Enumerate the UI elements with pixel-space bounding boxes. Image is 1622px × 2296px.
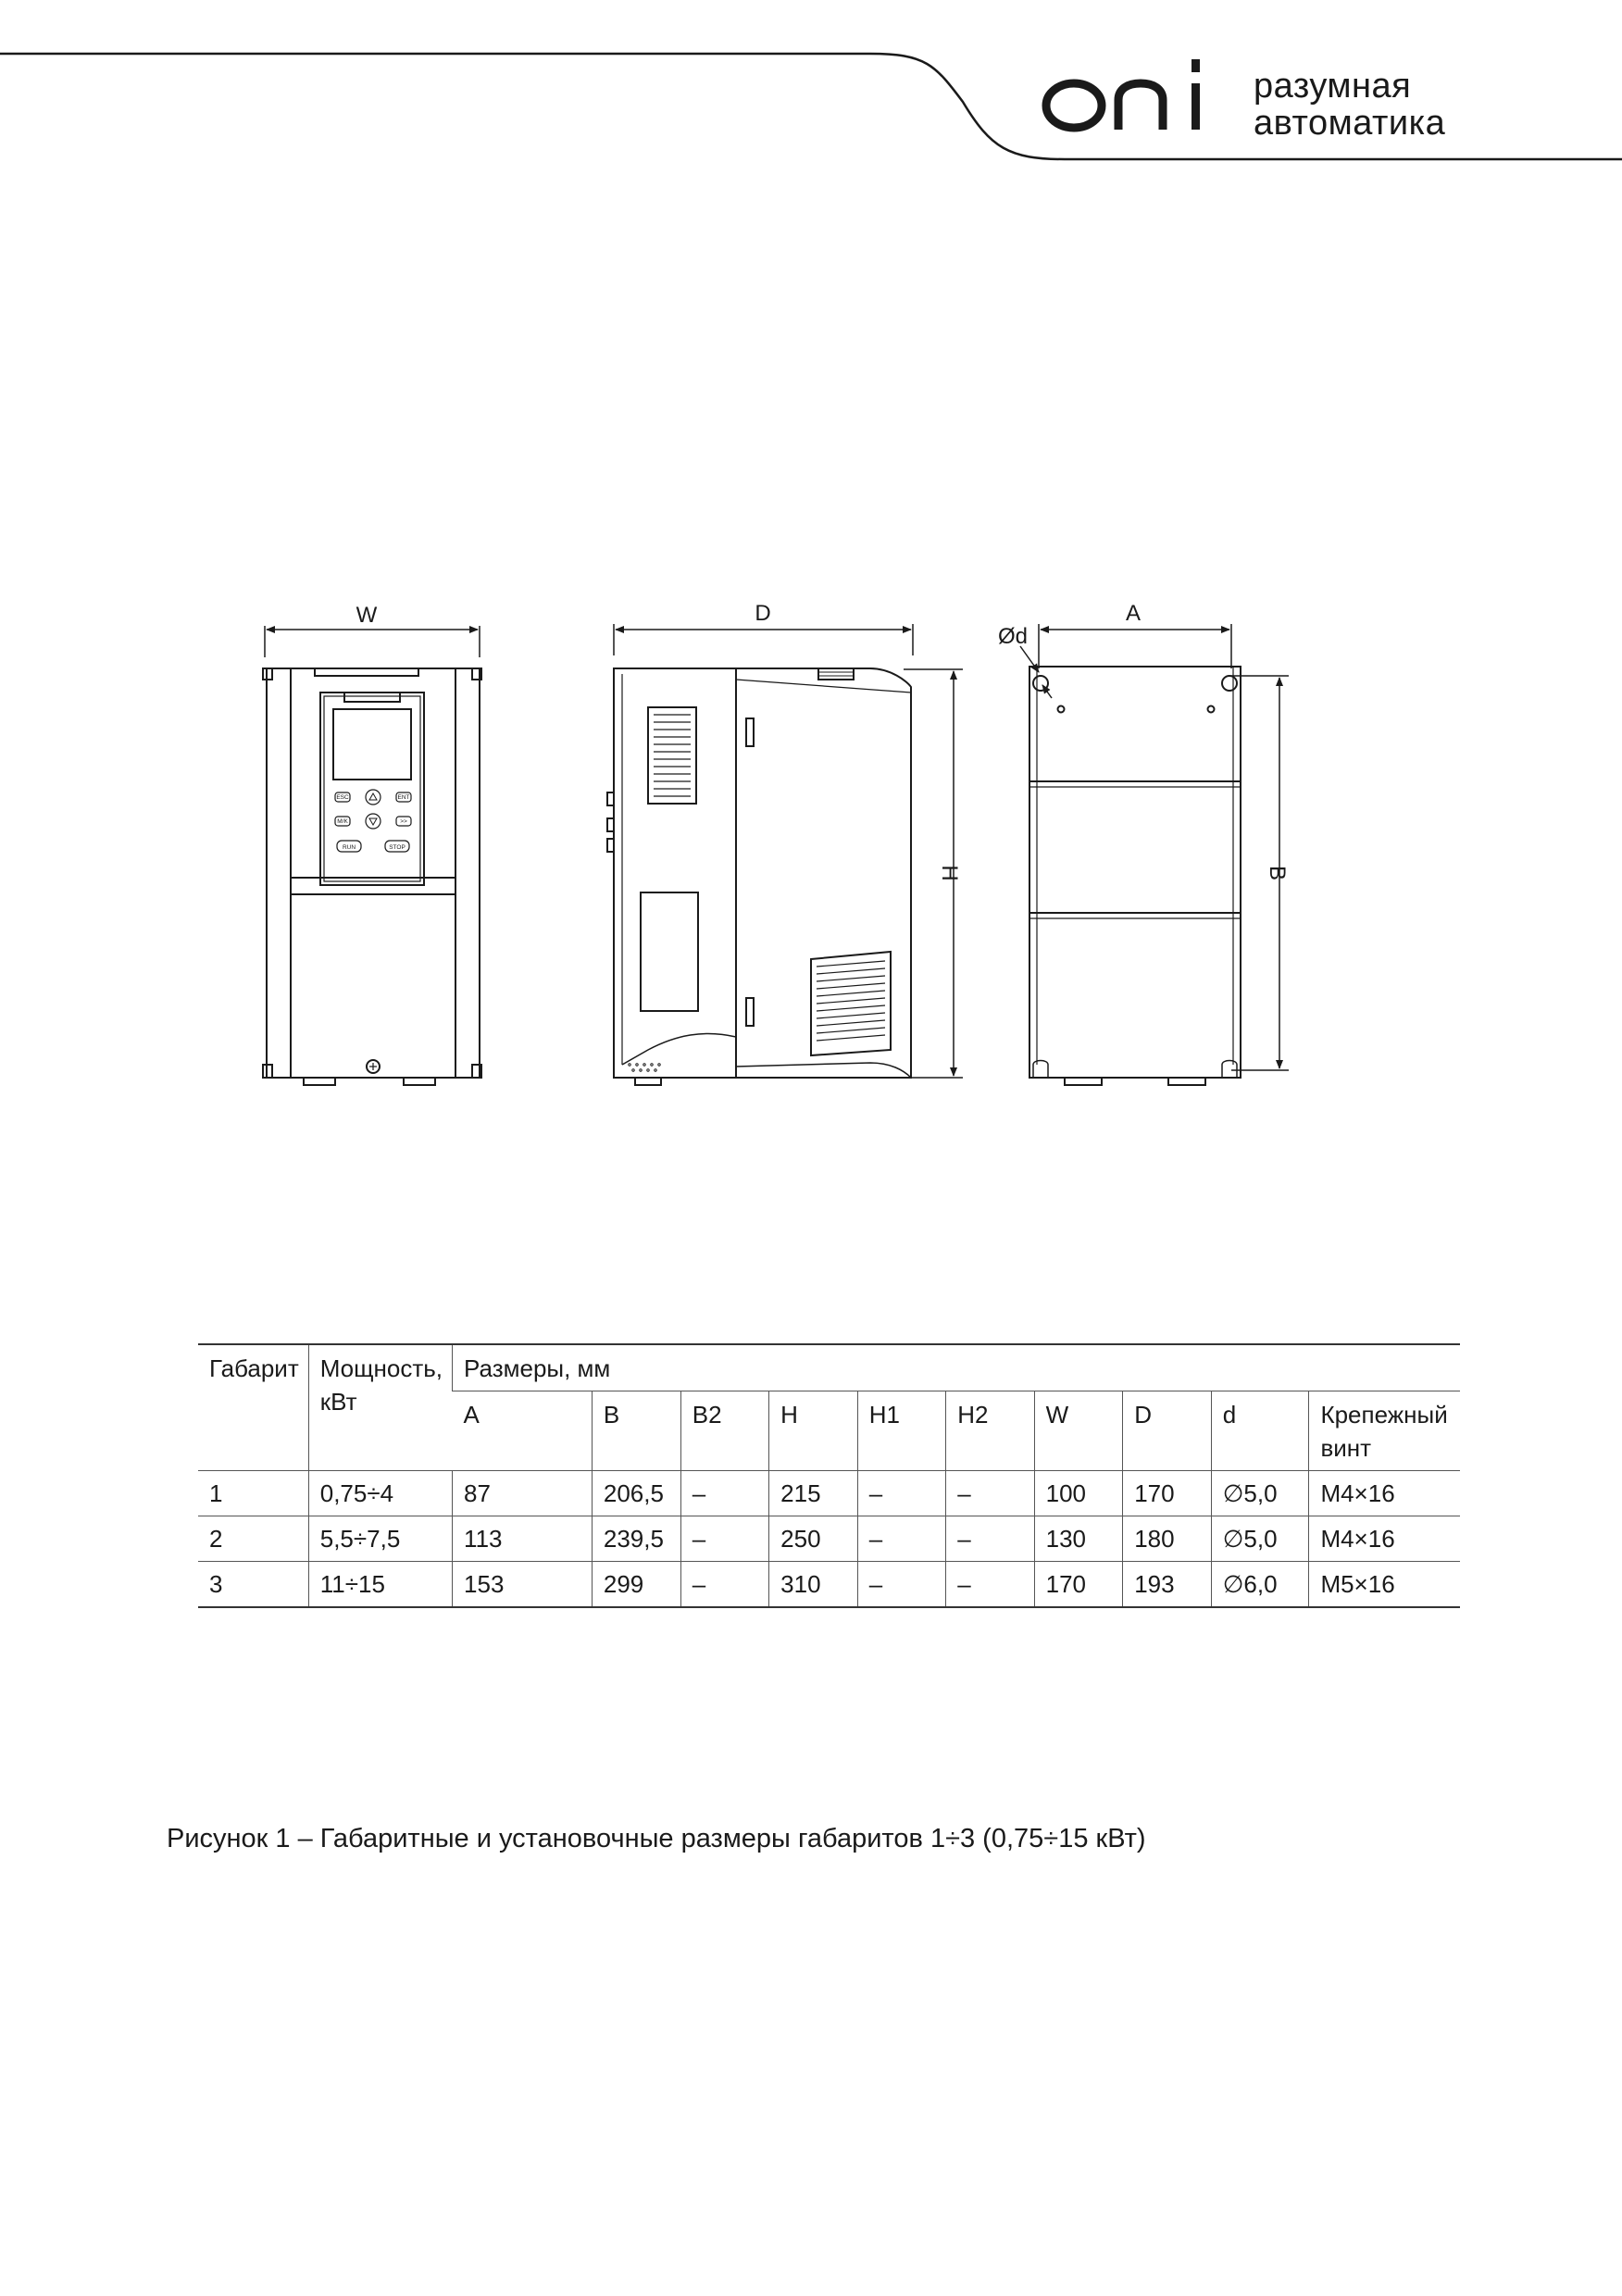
header-col-h: H xyxy=(769,1391,858,1471)
cell: 2 xyxy=(198,1516,308,1562)
cell: 310 xyxy=(769,1562,858,1608)
cell: 113 xyxy=(453,1516,593,1562)
header-col-h2: H2 xyxy=(946,1391,1034,1471)
key-shift: >> xyxy=(400,818,407,825)
header-power-line1: Мощность, xyxy=(319,1354,443,1382)
cell: M4×16 xyxy=(1309,1516,1460,1562)
cell: 100 xyxy=(1034,1471,1123,1516)
header-col-d: D xyxy=(1123,1391,1212,1471)
table-row xyxy=(198,1562,1460,1608)
cell: – xyxy=(857,1562,945,1608)
dim-label-b: B xyxy=(1265,865,1290,881)
key-esc: ESC xyxy=(336,794,349,801)
header-dims: Размеры, мм xyxy=(453,1344,1460,1391)
header-col-b2: B2 xyxy=(680,1391,768,1471)
cell: 0,75÷4 xyxy=(308,1471,452,1516)
dim-label-hole: Ød xyxy=(998,624,1029,649)
cell: ∅6,0 xyxy=(1211,1562,1309,1608)
side-view xyxy=(607,624,963,1085)
cell: 215 xyxy=(769,1471,858,1516)
cell: 180 xyxy=(1123,1516,1212,1562)
cell: – xyxy=(946,1562,1034,1608)
key-run: RUN xyxy=(342,844,356,851)
cell: – xyxy=(857,1471,945,1516)
dim-label-d: D xyxy=(755,601,771,626)
mount-view xyxy=(1020,624,1289,1085)
header-col-h1: H1 xyxy=(857,1391,945,1471)
cell: 250 xyxy=(769,1516,858,1562)
header-screw-line1: Крепежный xyxy=(1320,1401,1448,1429)
cell: 299 xyxy=(592,1562,680,1608)
cell: – xyxy=(680,1471,768,1516)
cell: 3 xyxy=(198,1562,308,1608)
cell: 206,5 xyxy=(592,1471,680,1516)
table-header-row xyxy=(198,1344,1460,1391)
cell: ∅5,0 xyxy=(1211,1516,1309,1562)
cell: 87 xyxy=(453,1471,593,1516)
cell: 5,5÷7,5 xyxy=(308,1516,452,1562)
cell: M4×16 xyxy=(1309,1471,1460,1516)
cell: 170 xyxy=(1123,1471,1212,1516)
cell: – xyxy=(946,1471,1034,1516)
table-row xyxy=(198,1471,1460,1516)
cell: – xyxy=(946,1516,1034,1562)
cell: – xyxy=(680,1516,768,1562)
cell: 11÷15 xyxy=(308,1562,452,1608)
cell: 239,5 xyxy=(592,1516,680,1562)
table-row xyxy=(198,1516,1460,1562)
key-ent: ENT xyxy=(397,794,410,801)
cell: 1 xyxy=(198,1471,308,1516)
cell: 170 xyxy=(1034,1562,1123,1608)
header-screw xyxy=(1309,1391,1460,1471)
header-col-b: B xyxy=(592,1391,680,1471)
header-power-line2: кВт xyxy=(319,1388,357,1416)
cell: 153 xyxy=(453,1562,593,1608)
figure-caption: Рисунок 1 – Габаритные и установочные размеры габаритов 1÷3 (0,75÷15 кВт) xyxy=(167,1824,1146,1853)
key-mk: M/K xyxy=(337,818,348,825)
dim-label-a: A xyxy=(1125,601,1142,626)
header-col-hole: d xyxy=(1211,1391,1309,1471)
front-view xyxy=(263,626,481,1085)
header-col-a: A xyxy=(453,1391,593,1471)
header-gabarit: Габарит xyxy=(198,1344,308,1471)
cell: 193 xyxy=(1123,1562,1212,1608)
header-screw-line2: винт xyxy=(1320,1434,1372,1462)
dim-label-h: H xyxy=(937,865,962,881)
spec-table xyxy=(198,1343,1460,1608)
cell: – xyxy=(857,1516,945,1562)
oni-logo xyxy=(1037,54,1213,146)
header-col-w: W xyxy=(1034,1391,1123,1471)
dim-label-w: W xyxy=(356,603,378,628)
cell: – xyxy=(680,1562,768,1608)
tagline-line-1: разумная xyxy=(1254,67,1412,106)
cell: 130 xyxy=(1034,1516,1123,1562)
tagline-line-2: автоматика xyxy=(1254,104,1446,143)
cell: ∅5,0 xyxy=(1211,1471,1309,1516)
dimension-drawing xyxy=(0,555,1622,1148)
brand-tagline xyxy=(1254,69,1445,143)
header-power xyxy=(308,1344,452,1471)
key-stop: STOP xyxy=(389,844,406,851)
cell: M5×16 xyxy=(1309,1562,1460,1608)
